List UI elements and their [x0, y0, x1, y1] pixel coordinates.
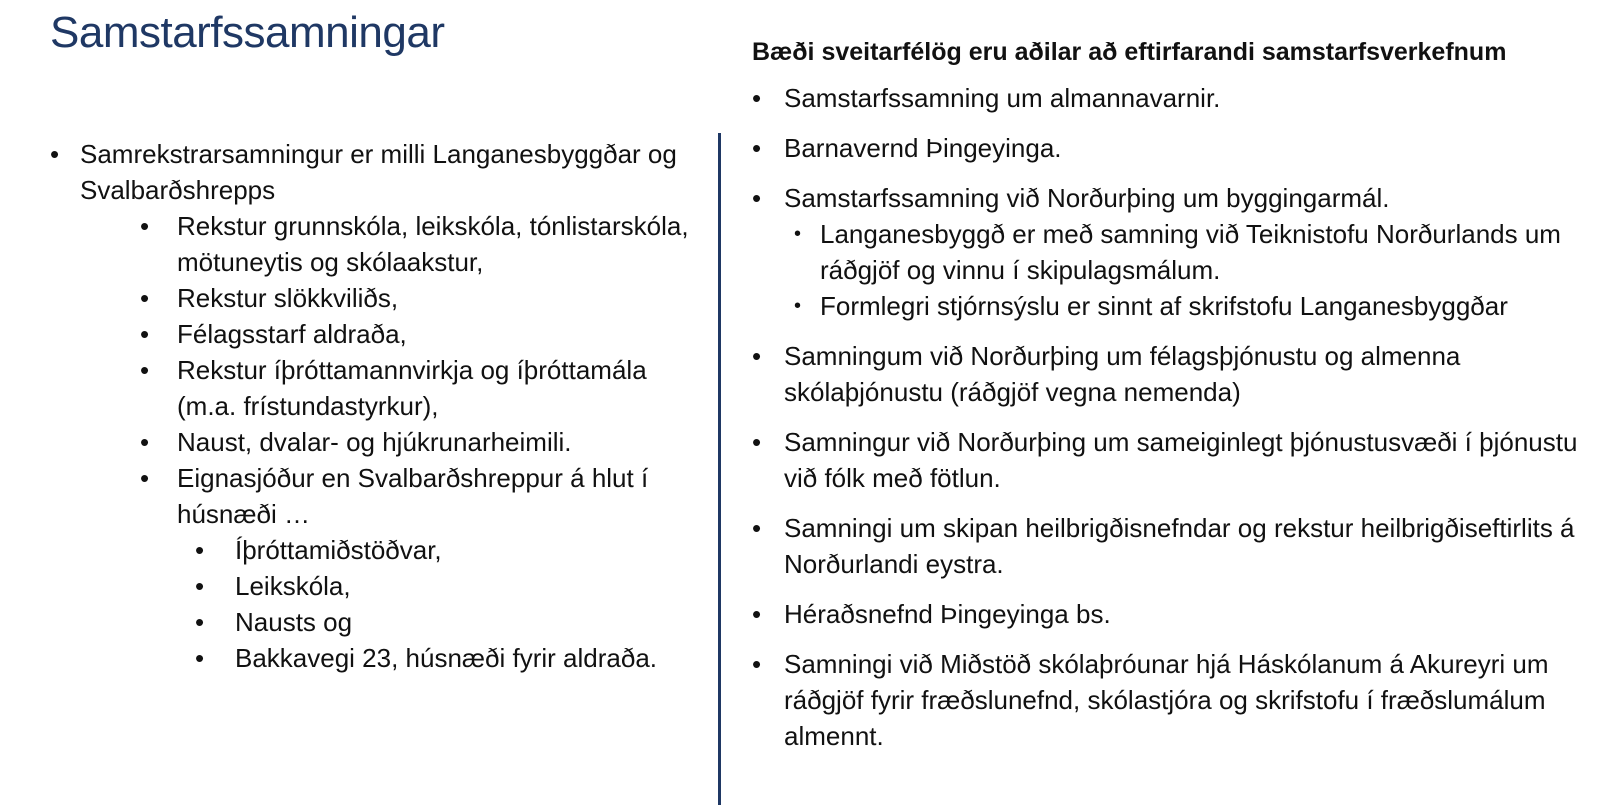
sub-list-item	[50, 424, 700, 460]
subsub-list-item	[50, 640, 700, 676]
list-item-text: Barnavernd Þingeyinga.	[784, 133, 1062, 163]
sub-list-item-text: Rekstur íþróttamannvirkja og íþróttamála (m.a. frístundastyrkur),	[177, 355, 647, 421]
sub-list-item	[50, 316, 700, 352]
list-item-text: Samningum við Norðurþing um félagsþjónustu og almenna skólaþjónustu (ráðgjöf vegna nemenda)	[784, 341, 1461, 407]
column-divider	[718, 133, 721, 805]
sub-list-item	[752, 288, 1592, 324]
list-item-text: Samningi við Miðstöð skólaþróunar hjá Háskólanum á Akureyri um ráðgjöf fyrir fræðslunefnd, skólastjóra og skrifstofu í fræðslumálum almennt.	[784, 649, 1549, 751]
subsub-list-item-text: Bakkavegi 23, húsnæði fyrir aldraða.	[235, 643, 658, 673]
sub-list-item-text: Rekstur grunnskóla, leikskóla, tónlistarskóla, mötuneytis og skólaakstur,	[177, 211, 689, 277]
list-item	[752, 424, 1592, 496]
list-item	[752, 338, 1592, 410]
list-item	[50, 136, 700, 208]
sub-list-item-text: Rekstur slökkviliðs,	[177, 283, 399, 313]
bullet: •	[752, 133, 762, 163]
bullet: •	[140, 355, 150, 385]
list-item	[752, 180, 1592, 216]
list-item-text: Héraðsnefnd Þingeyinga bs.	[784, 599, 1111, 629]
bullet: •	[195, 535, 205, 565]
bullet: •	[752, 341, 762, 371]
bullet: •	[50, 139, 60, 169]
bullet: •	[752, 513, 762, 543]
list-item-text: Samningur við Norðurþing um sameiginlegt þjónustusvæði í þjónustu við fólk með fötlun.	[784, 427, 1578, 493]
list-item	[752, 130, 1592, 166]
bullet: •	[752, 83, 762, 113]
subsub-list-item	[50, 604, 700, 640]
list-item-text: Samrekstrarsamningur er milli Langanesbyggðar og Svalbarðshrepps	[80, 139, 677, 205]
subsub-list-item-text: Nausts og	[235, 607, 353, 637]
sub-list-item-text: Naust, dvalar- og hjúkrunarheimili.	[177, 427, 572, 457]
section-heading: Bæði sveitarfélög eru aðilar að eftirfarandi samstarfsverkefnum	[752, 38, 1507, 66]
bullet: •	[752, 183, 762, 213]
bullet: •	[140, 463, 150, 493]
bullet: •	[195, 607, 205, 637]
sub-list-item	[50, 352, 700, 424]
left-column	[50, 136, 700, 676]
bullet: •	[794, 223, 802, 245]
sub-list-item	[752, 216, 1592, 288]
list-item	[752, 646, 1592, 754]
bullet: •	[140, 319, 150, 349]
subsub-list-item	[50, 568, 700, 604]
right-column	[752, 34, 1592, 768]
bullet: •	[140, 283, 150, 313]
sub-list-item-text: Formlegri stjórnsýslu er sinnt af skrifstofu Langanesbyggðar	[820, 291, 1508, 321]
subsub-list-item	[50, 532, 700, 568]
list-item-text: Samningi um skipan heilbrigðisnefndar og rekstur heilbrigðiseftirlits á Norðurlandi eystra.	[784, 513, 1575, 579]
bullet: •	[195, 571, 205, 601]
bullet: •	[752, 427, 762, 457]
sub-list-item	[50, 460, 700, 532]
bullet: •	[794, 295, 802, 317]
subsub-list-item-text: Íþróttamiðstöðvar,	[235, 535, 442, 565]
bullet: •	[140, 427, 150, 457]
list-item-text: Samstarfssamning við Norðurþing um byggingarmál.	[784, 183, 1390, 213]
list-item	[752, 596, 1592, 632]
sub-list-item	[50, 280, 700, 316]
bullet: •	[752, 599, 762, 629]
bullet: •	[140, 211, 150, 241]
subsub-list-item-text: Leikskóla,	[235, 571, 351, 601]
page-title: Samstarfssamningar	[50, 8, 445, 57]
sub-list-item-text: Félagsstarf aldraða,	[177, 319, 407, 349]
bullet: •	[752, 649, 762, 679]
list-item-text: Samstarfssamning um almannavarnir.	[784, 83, 1221, 113]
sub-list-item-text: Langanesbyggð er með samning við Teiknistofu Norðurlands um ráðgjöf og vinnu í skipulagsmálum.	[820, 219, 1561, 285]
sub-list-item-text: Eignasjóður en Svalbarðshreppur á hlut í húsnæði …	[177, 463, 649, 529]
list-item	[752, 80, 1592, 116]
bullet: •	[195, 643, 205, 673]
sub-list-item	[50, 208, 700, 280]
list-item	[752, 510, 1592, 582]
